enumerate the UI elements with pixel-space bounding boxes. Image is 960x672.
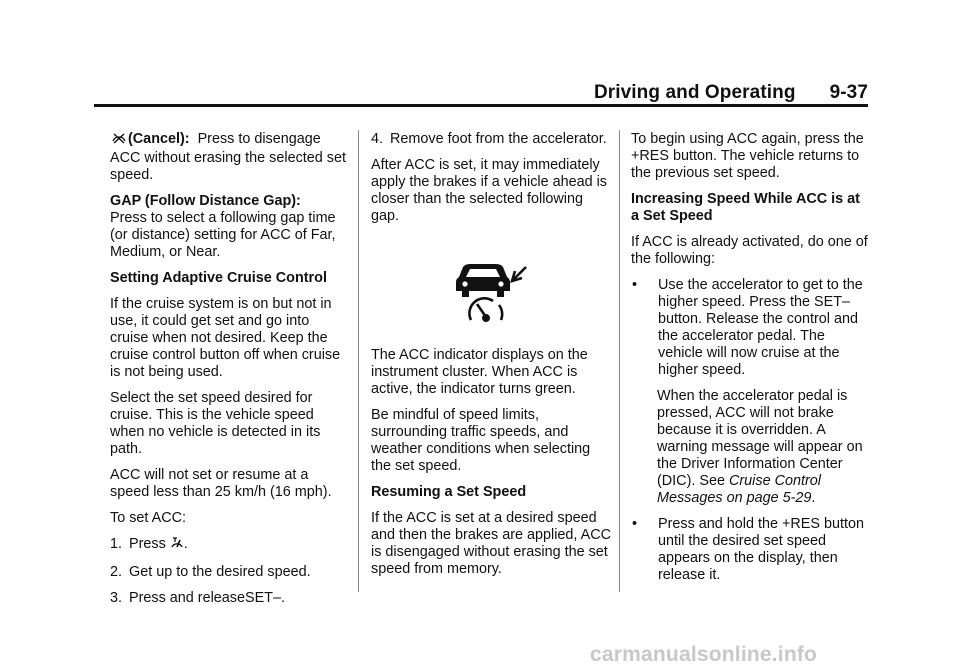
bullet-sub-text-a: When the accelerator pedal is pressed, ACC will not brake because it is overridden. [657,388,848,438]
col2-paragraph-1: After ACC is set, it may immediately apply the brakes if a vehicle ahead is closer than the selected following gap. [371,157,607,224]
step-number: 4. [371,131,384,147]
col2-paragraph-2: The ACC indicator displays on the instrument cluster. When ACC is active, the indicator turns green. [371,347,588,397]
cruise-cancel-icon [110,131,128,150]
reference-period: . [811,490,816,506]
col2-paragraph-4: If the ACC is set at a desired speed and then the brakes are applied, ACC is disengaged without erasing the set speed from memory. [371,510,612,577]
column-1 [110,131,350,616]
column-divider-2 [619,130,620,592]
bullet-1-sub [631,388,871,507]
resume-heading: Resuming a Set Speed [371,484,527,500]
bullet-text: Use the accelerator to get to the higher speed. Press the SET– button. Release the control and the accelerator pedal. The vehicle will now cruise at the higher speed. [658,277,863,378]
step-text: Press [129,536,166,552]
column-2 [371,131,611,587]
acc-indicator-figure [371,263,611,325]
page-header [0,82,868,104]
col1-paragraph-1: If the cruise system is on but not in use, it could get set and go into cruise when not desired. Keep the cruise control button off when cruise is not being used. [110,296,341,380]
bullet-text: Press and hold the +RES button until the desired set speed appears on the display, then release it. [658,516,865,583]
step-text: Press and releaseSET–. [129,590,285,606]
page-number: 9-37 [829,82,868,103]
gap-paragraph [110,193,350,261]
col1-paragraph-2: Select the set speed desired for cruise. This is the vehicle speed when no vehicle is detected in its path. [110,390,321,457]
step-number: 2. [110,564,123,580]
bullet-icon: • [632,277,638,293]
section-title: Driving and Operating [593,82,796,103]
step-1: 1. Press . [110,536,350,555]
bullet-sub-text-b: A warning message will appear on the Driver Information Center (DIC). See [657,422,863,489]
bullet-item-2 [631,516,871,584]
cancel-paragraph [110,131,350,184]
watermark: carmanualsonline.info [590,643,818,666]
acc-indicator-icon [452,263,530,325]
col3-paragraph-1: To begin using ACC again, press the +RES button. The vehicle returns to the previous set speed. [631,131,864,181]
step-3 [110,590,350,607]
step-number: 3. [110,590,123,606]
col2-paragraph-3: Be mindful of speed limits, surrounding traffic speeds, and weather conditions when selecting the set speed. [371,407,591,474]
col3-paragraph-2: If ACC is already activated, do one of the following: [631,234,868,267]
bullet-icon: • [632,516,638,532]
col1-paragraph-4: To set ACC: [110,510,186,526]
step-2 [110,564,350,581]
gap-label: GAP (Follow Distance Gap): [110,193,301,209]
cruise-on-icon [170,536,184,555]
step-text: Get up to the desired speed. [129,564,311,580]
header-rule [94,104,868,107]
col1-paragraph-3: ACC will not set or resume at a speed less than 25 km/h (16 mph). [110,467,332,500]
column-divider-1 [358,130,359,592]
cancel-label: (Cancel): [128,131,190,147]
increase-heading: Increasing Speed While ACC is at a Set Speed [631,191,860,224]
step-number: 1. [110,536,123,552]
cancel-text: Press to disengage ACC without erasing the selected set speed. [110,131,346,183]
step-text: Remove foot from the accelerator. [390,131,607,147]
setting-heading: Setting Adaptive Cruise Control [110,270,327,286]
gap-text: Press to select a following gap time (or distance) setting for ACC of Far, Medium, or Near. [110,210,336,260]
cruise-messages-reference: Cruise Control Messages on page 5-29 [657,473,821,506]
bullet-item-1 [631,277,871,379]
column-3 [631,131,871,593]
step-4 [371,131,611,148]
